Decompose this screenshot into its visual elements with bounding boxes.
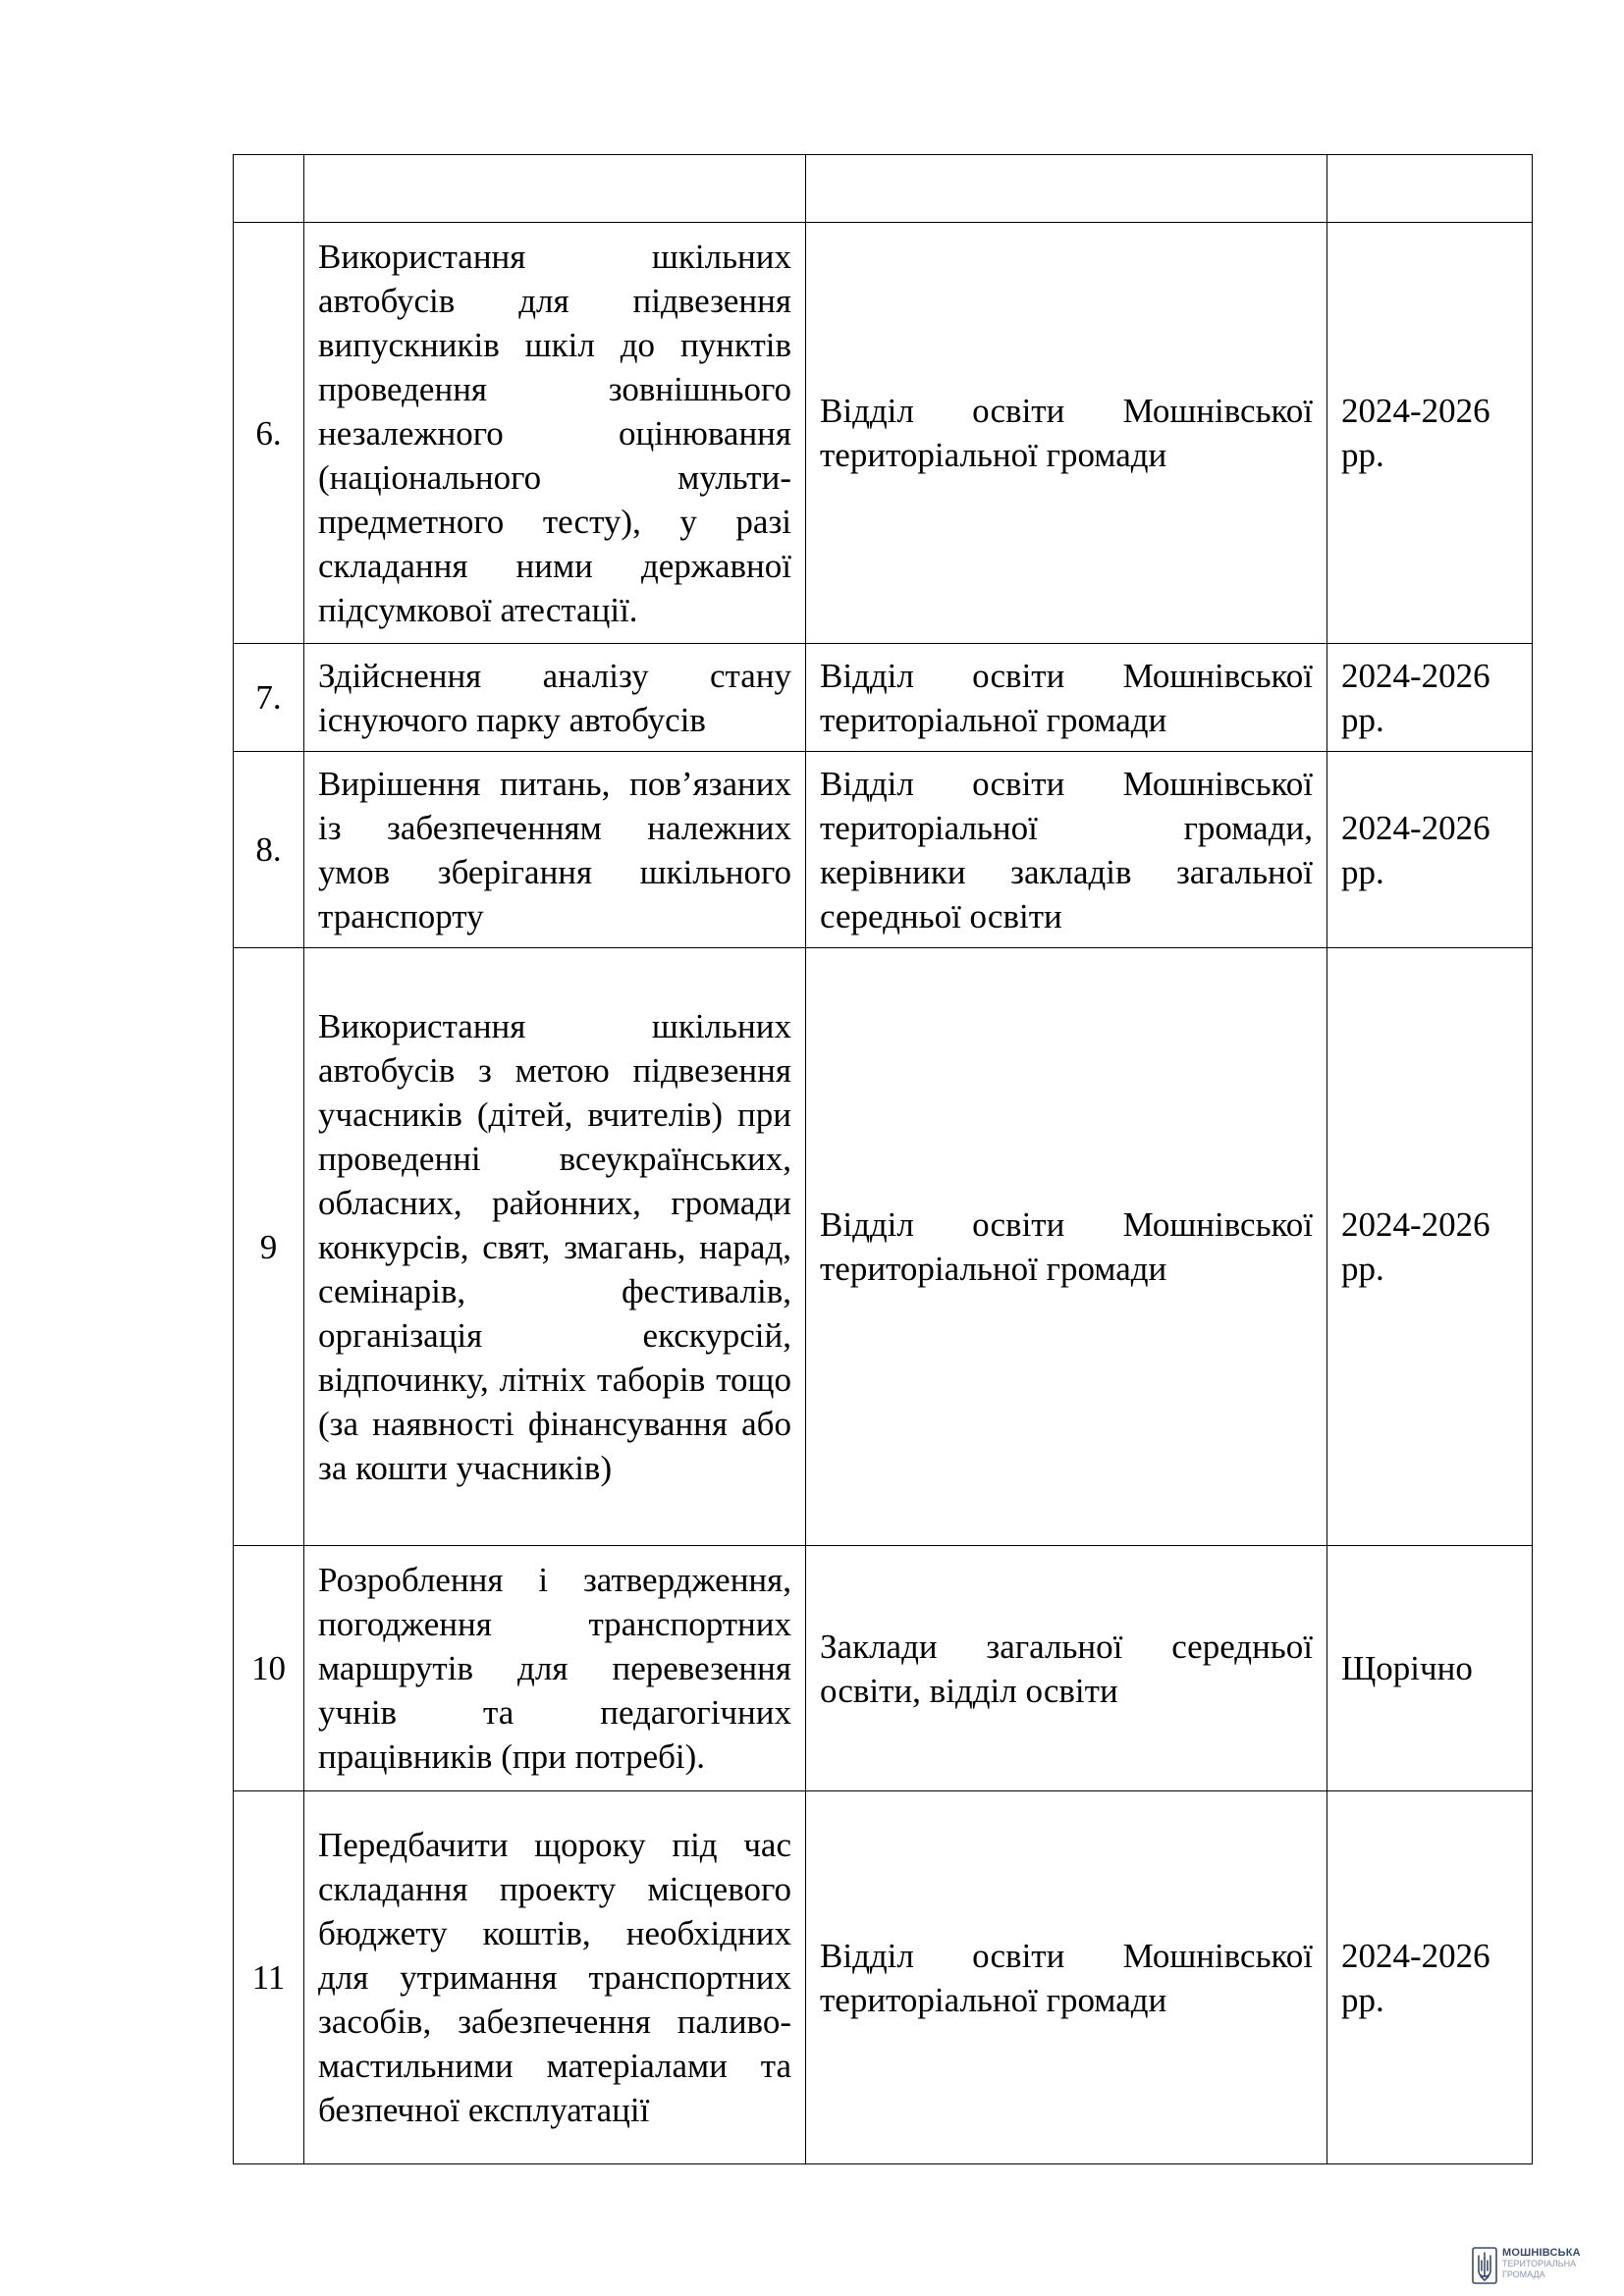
cell-term: 2024-2026 рр.: [1327, 1791, 1533, 2164]
table-row: [234, 644, 1533, 752]
cell-measure: [304, 155, 806, 223]
cell-executor: Відділ освіти Мошнівської територіальної громади: [806, 223, 1327, 644]
cell-executor: Заклади загальної середньої освіти, відділ освіти: [806, 1546, 1327, 1791]
cell-measure: Вирішення питань, пов’язаних із забезпеченням належних умов зберігання шкільного транспорту: [304, 752, 806, 948]
trident-coat-of-arms-icon: [1472, 2247, 1497, 2284]
cell-number: 8.: [234, 752, 304, 948]
cell-term: 2024-2026 рр.: [1327, 644, 1533, 752]
measures-table: [233, 154, 1533, 2164]
cell-measure: Здійснення аналізу стану існуючого парку автобусів: [304, 644, 806, 752]
table-row: [234, 948, 1533, 1546]
cell-measure: Використання шкільних автобусів для підвезення випускників шкіл до пунктів проведення зовнішнього незалежного оцінювання (національного мульти-предметного тесту), у разі складання ними державної підсумкової атестації.: [304, 223, 806, 644]
cell-term: 2024-2026 рр.: [1327, 752, 1533, 948]
cell-measure: Використання шкільних автобусів з метою підвезення учасників (дітей, вчителів) при проведенні всеукраїнських, обласних, районних, громади конкурсів, свят, змагань, нарад, семінарів, фестивалів, організація екскурсій, відпочинку, літніх таборів тощо (за наявності фінансування або за кошти учасників): [304, 948, 806, 1546]
cell-executor: Відділ освіти Мошнівської територіальної громади: [806, 644, 1327, 752]
cell-term: [1327, 155, 1533, 223]
logo-line-3: ГРОМАДА: [1502, 2269, 1545, 2279]
cell-term: Щорічно: [1327, 1546, 1533, 1791]
logo-line-1: МОШНІВСЬКА: [1502, 2247, 1581, 2259]
cell-number: 6.: [234, 223, 304, 644]
cell-term: 2024-2026 рр.: [1327, 948, 1533, 1546]
cell-executor: Відділ освіти Мошнівської територіальної громади: [806, 1791, 1327, 2164]
cell-executor: Відділ освіти Мошнівської територіальної громади: [806, 948, 1327, 1546]
table-row: [234, 1791, 1533, 2164]
cell-number: 11: [234, 1791, 304, 2164]
table-row: [234, 223, 1533, 644]
table-row: [234, 752, 1533, 948]
table-row: [234, 155, 1533, 223]
cell-number: 9: [234, 948, 304, 1546]
logo-line-2: ТЕРИТОРІАЛЬНА: [1502, 2259, 1577, 2269]
table-row: [234, 1546, 1533, 1791]
cell-executor: Відділ освіти Мошнівської територіальної громади, керівники закладів загальної середньої освіти: [806, 752, 1327, 948]
cell-measure: Передбачити щороку під час складання проекту місцевого бюджету коштів, необхідних для утримання транспортних засобів, забезпечення паливо-мастильними матеріалами та безпечної експлуатації: [304, 1791, 806, 2164]
community-logo: [1472, 2247, 1609, 2286]
cell-number: [234, 155, 304, 223]
cell-measure: Розроблення і затвердження, погодження транспортних маршрутів для перевезення учнів та педагогічних працівників (при потребі).: [304, 1546, 806, 1791]
cell-executor: [806, 155, 1327, 223]
cell-term: 2024-2026 рр.: [1327, 223, 1533, 644]
logo-text: [1502, 2248, 1581, 2280]
cell-number: 10: [234, 1546, 304, 1791]
cell-number: 7.: [234, 644, 304, 752]
